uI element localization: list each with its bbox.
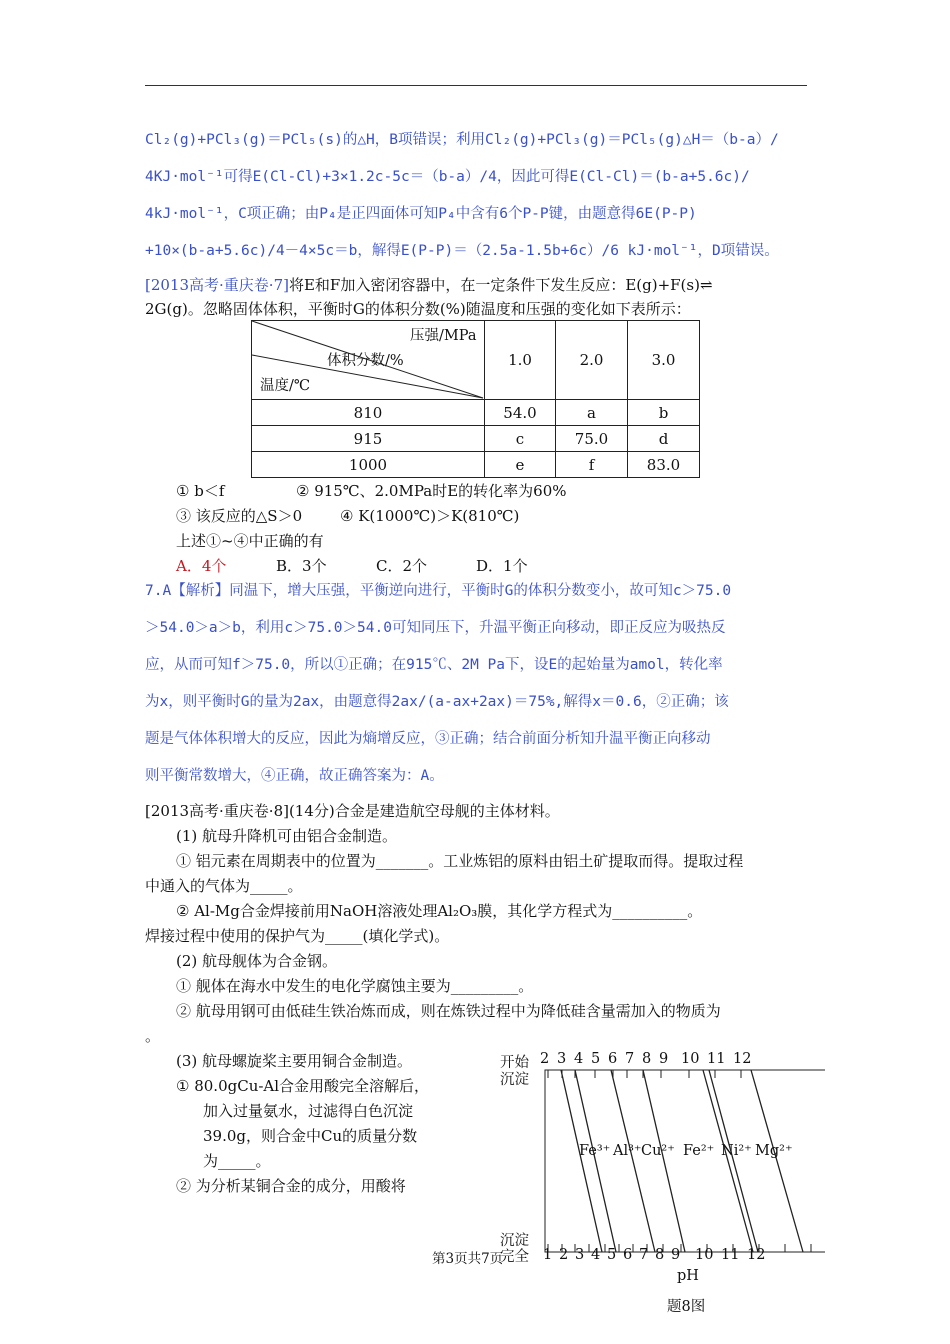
q8-part-3a: ① 舰体在海水中发生的电化学腐蚀主要为_________。 (176, 977, 534, 995)
table-row (252, 400, 700, 426)
ion-label-fe2: Fe²⁺ (683, 1143, 715, 1159)
tick-label: 6 (623, 1247, 633, 1263)
value-cell: e (485, 452, 556, 478)
tick-label: 12 (733, 1051, 752, 1067)
ph-precipitation-figure (495, 1048, 825, 1318)
tick-label: 8 (655, 1247, 665, 1263)
q7-stem-line-2: 2G(g)。忽略固体体积，平衡时G的体积分数(%)随温度和压强的变化如下表所示： (145, 300, 691, 318)
ph-chart-svg (495, 1048, 825, 1318)
ion-label-ni2: Ni²⁺ (721, 1143, 752, 1159)
pressure-header: 3.0 (628, 321, 700, 400)
table-row (252, 452, 700, 478)
tick-label: 2 (540, 1051, 550, 1067)
tick-label: 4 (574, 1051, 584, 1067)
pressure-header: 2.0 (556, 321, 628, 400)
expl7-line-2: ＞54.0＞a＞b，利用c＞75.0＞54.0可知同压下，升温平衡正向移动，即正反应为吸热反 (145, 620, 726, 636)
expl7-line-5: 题是气体体积增大的反应，因此为熵增反应，③正确；结合前面分析知升温平衡正向移动 (145, 731, 711, 747)
value-cell: f (556, 452, 628, 478)
q8-part-2a: ② Al-Mg合金焊接前用NaOH溶液处理Al₂O₃膜，其化学方程式为__________。 (176, 902, 703, 920)
q8-part-4b: 加入过量氨水，过滤得白色沉淀 (203, 1102, 414, 1120)
ion-label-fe3: Fe³⁺ (579, 1143, 611, 1159)
value-cell: d (628, 426, 700, 452)
tick-label: 2 (559, 1247, 569, 1263)
corner-fraction-label: 体积分数/% (327, 353, 404, 369)
pressure-header: 1.0 (485, 321, 556, 400)
ion-label-al3: Al³⁺ (613, 1143, 642, 1159)
q8-part-3c: 。 (145, 1027, 161, 1045)
tick-label: 8 (642, 1051, 652, 1067)
q8-part-4c: 39.0g，则合金中Cu的质量分数 (203, 1127, 418, 1145)
q7-ask: 上述①~④中正确的有 (176, 532, 324, 550)
temp-cell: 915 (252, 426, 485, 452)
q8-part-1b: 中通入的气体为_____。 (145, 877, 303, 895)
tick-label: 7 (639, 1247, 649, 1263)
value-cell: a (556, 400, 628, 426)
statement-3: ③ 该反应的△S＞0 (176, 507, 303, 525)
statement-2: ② 915℃、2.0MPa时E的转化率为60% (296, 482, 567, 500)
q8-head: [2013高考·重庆卷·8](14分)合金是建造航空母舰的主体材料。 (145, 802, 560, 820)
q8-part-1: (1) 航母升降机可由铝合金制造。 (176, 827, 398, 845)
tick-label: 11 (721, 1247, 740, 1263)
ion-label-cu2: Cu²⁺ (641, 1143, 675, 1159)
q8-part-3b: ② 航母用钢可由低硅生铁冶炼而成，则在炼铁过程中为降低硅含量需加入的物质为 (176, 1002, 721, 1020)
tick-label: 12 (747, 1247, 766, 1263)
tick-label: 3 (557, 1051, 567, 1067)
tick-label: 9 (671, 1247, 681, 1263)
tick-label: 11 (707, 1051, 726, 1067)
table-row (252, 426, 700, 452)
tick-label: 1 (543, 1247, 553, 1263)
value-cell: 75.0 (556, 426, 628, 452)
option-a: A．4个 (176, 557, 227, 575)
q8-part-4: (3) 航母螺旋桨主要用铜合金制造。 (176, 1052, 413, 1070)
value-cell: 83.0 (628, 452, 700, 478)
statement-4: ④ K(1000℃)＞K(810℃) (340, 507, 520, 525)
value-cell: 54.0 (485, 400, 556, 426)
corner-pressure-label: 压强/MPa (410, 328, 477, 344)
tick-label: 3 (575, 1247, 585, 1263)
ph-axis-label: pH (677, 1268, 699, 1284)
expl-prev-line-4: +10×(b-a+5.6c)/4－4×5c＝b，解得E(P-P)＝（2.5a-1.5b+6c）/6 kJ·mol⁻¹，D项错误。 (145, 243, 779, 259)
expl-prev-line-3: 4kJ·mol⁻¹，C项正确；由P₄是正四面体可知P₄中含有6个P-P键，由题意得6E(P-P) (145, 206, 697, 222)
tick-label: 10 (681, 1051, 700, 1067)
tick-label: 6 (608, 1051, 618, 1067)
option-c: C．2个 (376, 557, 428, 575)
complete-precip-label: 沉淀 (500, 1233, 529, 1249)
q8-part-4d: 为_____。 (203, 1152, 271, 1170)
figure-caption: 题8图 (667, 1299, 706, 1315)
q8-part-2b: 焊接过程中使用的保护气为_____(填化学式)。 (145, 927, 450, 945)
q8-part-1a: ① 铝元素在周期表中的位置为_______。工业炼铝的原料由铝土矿提取而得。提取过程 (176, 852, 744, 870)
temp-cell: 810 (252, 400, 485, 426)
q8-part-3: (2) 航母舰体为合金钢。 (176, 952, 338, 970)
option-b: B．3个 (276, 557, 327, 575)
tick-label: 10 (695, 1247, 714, 1263)
statement-1: ① b＜f (176, 482, 225, 500)
equilibrium-arrow-icon: ⇌ (699, 276, 713, 294)
q7-data-table (251, 320, 700, 478)
chart-frame (545, 1070, 825, 1252)
tick-label: 9 (659, 1051, 669, 1067)
q8-part-4e: ② 为分析某铜合金的成分，用酸将 (176, 1177, 406, 1195)
value-cell: b (628, 400, 700, 426)
start-precip-label-2: 沉淀 (500, 1072, 529, 1088)
corner-temp-label: 温度/℃ (260, 378, 311, 394)
tick-label: 5 (591, 1051, 601, 1067)
q7-source: [2013高考·重庆卷·7] (145, 276, 289, 294)
ion-label-mg2: Mg²⁺ (755, 1143, 793, 1159)
tick-label: 4 (591, 1247, 601, 1263)
table-corner-cell (252, 321, 485, 400)
expl7-line-3: 应，从而可知f＞75.0，所以①正确；在915℃、2M Pa下，设E的起始量为amol，转化率 (145, 657, 723, 673)
expl7-line-1: 7.A【解析】同温下，增大压强，平衡逆向进行，平衡时G的体积分数变小，故可知c＞75.0 (145, 583, 732, 599)
tick-label: 7 (625, 1051, 635, 1067)
q8-part-4a: ① 80.0gCu-Al合金用酸完全溶解后， (176, 1077, 430, 1095)
expl7-line-6: 则平衡常数增大，④正确，故正确答案为：A。 (145, 768, 444, 784)
page-footer: 第3页共7页 (432, 1251, 504, 1267)
ion-precipitation-lines (561, 1070, 803, 1252)
complete-precip-label-2: 完全 (500, 1249, 529, 1265)
start-precip-label: 开始 (500, 1055, 529, 1071)
tick-label: 5 (607, 1247, 617, 1263)
q7-stem-line-1 (145, 274, 713, 295)
q7-stem-text: 将E和F加入密闭容器中，在一定条件下发生反应：E(g)+F(s) (288, 276, 700, 294)
expl-prev-line-2: 4KJ·mol⁻¹可得E(Cl-Cl)+3×1.2c-5c＝（b-a）/4，因此可得E(Cl-Cl)＝(b-a+5.6c)/ (145, 169, 750, 185)
header-rule (145, 85, 807, 86)
expl-prev-line-1: Cl₂(g)+PCl₃(g)＝PCl₅(s)的△H，B项错误；利用Cl₂(g)+PCl₃(g)＝PCl₅(g)△H＝（b-a）/ (145, 132, 779, 148)
expl7-line-4: 为x，则平衡时G的量为2ax，由题意得2ax/(a-ax+2ax)＝75%,解得x＝0.6，②正确；该 (145, 694, 729, 710)
option-d: D．1个 (476, 557, 528, 575)
temp-cell: 1000 (252, 452, 485, 478)
value-cell: c (485, 426, 556, 452)
